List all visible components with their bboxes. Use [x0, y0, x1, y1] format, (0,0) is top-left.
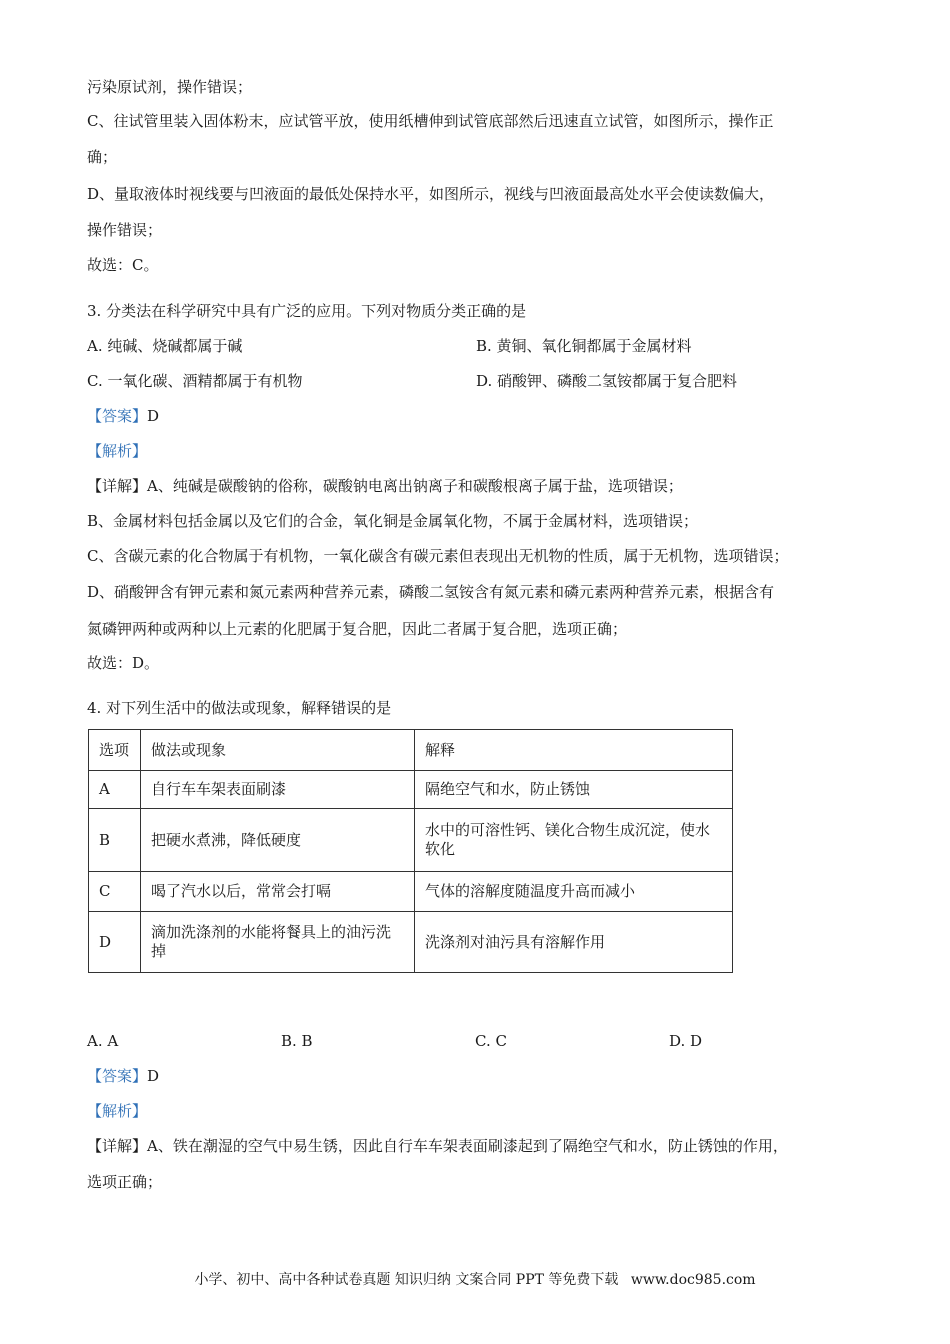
q3-analysis-tag: 【解析】: [87, 442, 148, 460]
table-row: [89, 771, 733, 809]
q4-answer: D: [147, 1067, 160, 1085]
table-cell: 水中的可溶性钙、镁化合物生成沉淀，使水软化: [415, 809, 733, 872]
q3-answer: D: [147, 407, 160, 425]
q3-option-a: A. 纯碱、烧碱都属于碱: [87, 337, 243, 355]
table-cell: 洗涤剂对油污具有溶解作用: [415, 912, 733, 973]
q4-detail-a-line: [87, 1136, 788, 1156]
q3-option-b: B. 黄铜、氧化铜都属于金属材料: [476, 337, 692, 355]
table-row: [89, 872, 733, 912]
table-header-cell: 做法或现象: [141, 730, 415, 771]
q4-option-c: C. C: [475, 1032, 507, 1050]
table-cell: 滴加洗涤剂的水能将餐具上的油污洗掉: [141, 912, 415, 973]
page-footer: [0, 1270, 950, 1290]
q3-detail-d: D、硝酸钾含有钾元素和氮元素两种营养元素，磷酸二氢铵含有氮元素和磷元素两种营养元素，根据含有: [87, 583, 775, 601]
prev-answer-line-d: D、量取液体时视线要与凹液面的最低处保持水平，如图所示，视线与凹液面最高处水平会使读数偏大，: [87, 185, 775, 203]
q3-detail-tag: 【详解】: [87, 477, 148, 495]
q4-option-b: B. B: [281, 1032, 313, 1050]
q4-analysis-tag: 【解析】: [87, 1102, 148, 1120]
q4-detail-a: A、铁在潮湿的空气中易生锈，因此自行车车架表面刷漆起到了隔绝空气和水，防止锈蚀的作用，: [147, 1137, 788, 1155]
table-row: [89, 809, 733, 872]
q3-stem: 3. 分类法在科学研究中具有广泛的应用。下列对物质分类正确的是: [87, 302, 527, 320]
q3-detail-b: B、金属材料包括金属以及它们的合金，氧化铜是金属氧化物，不属于金属材料，选项错误；: [87, 512, 699, 530]
table-header-cell: 解释: [415, 730, 733, 771]
q3-detail-c: C、含碳元素的化合物属于有机物，一氧化碳含有碳元素但表现出无机物的性质，属于无机物，选项错误；: [87, 547, 789, 565]
table-cell: B: [89, 809, 141, 872]
prev-answer-line-c: C、往试管里装入固体粉末，应试管平放，使用纸槽伸到试管底部然后迅速直立试管，如图所示，操作正: [87, 112, 774, 130]
table-cell: D: [89, 912, 141, 973]
table-cell: 气体的溶解度随温度升高而减小: [415, 872, 733, 912]
table-cell: A: [89, 771, 141, 809]
table-header-cell: 选项: [89, 730, 141, 771]
table-header-row: [89, 730, 733, 771]
q3-detail-a-line: [87, 476, 683, 496]
q4-detail-a-cont: 选项正确；: [87, 1173, 163, 1191]
prev-answer-line-d-cont: 操作错误；: [87, 221, 163, 239]
q3-option-c: C. 一氧化碳、酒精都属于有机物: [87, 372, 303, 390]
table-cell: 把硬水煮沸，降低硬度: [141, 809, 415, 872]
table-cell: 自行车车架表面刷漆: [141, 771, 415, 809]
table-cell: 隔绝空气和水，防止锈蚀: [415, 771, 733, 809]
q4-detail-tag: 【详解】: [87, 1137, 148, 1155]
q3-answer-line: [87, 406, 159, 426]
q3-conclusion: 故选：D。: [87, 654, 160, 672]
q3-answer-tag: 【答案】: [87, 407, 148, 425]
q4-stem: 4. 对下列生活中的做法或现象，解释错误的是: [87, 699, 392, 717]
q4-table: [88, 729, 733, 973]
footer-link[interactable]: www.doc985.com: [630, 1272, 756, 1288]
prev-answer-conclusion: 故选：C。: [87, 256, 159, 274]
q3-detail-a: A、纯碱是碳酸钠的俗称，碳酸钠电离出钠离子和碳酸根离子属于盐，选项错误；: [147, 477, 683, 495]
q3-detail-d-cont: 氮磷钾两种或两种以上元素的化肥属于复合肥，因此二者属于复合肥，选项正确；: [87, 620, 628, 638]
q4-answer-line: [87, 1066, 159, 1086]
table-row: [89, 912, 733, 973]
q4-option-a: A. A: [87, 1032, 119, 1050]
prev-answer-line-c-cont: 确；: [87, 148, 118, 166]
q4-answer-tag: 【答案】: [87, 1067, 148, 1085]
q3-option-d: D. 硝酸钾、磷酸二氢铵都属于复合肥料: [476, 372, 738, 390]
prev-answer-line-b-cont: 污染原试剂，操作错误；: [87, 78, 253, 96]
table-cell: C: [89, 872, 141, 912]
footer-text: 小学、初中、高中各种试卷真题 知识归纳 文案合同 PPT 等免费下载: [194, 1272, 619, 1288]
q4-option-d: D. D: [669, 1032, 703, 1050]
table-cell: 喝了汽水以后，常常会打嗝: [141, 872, 415, 912]
